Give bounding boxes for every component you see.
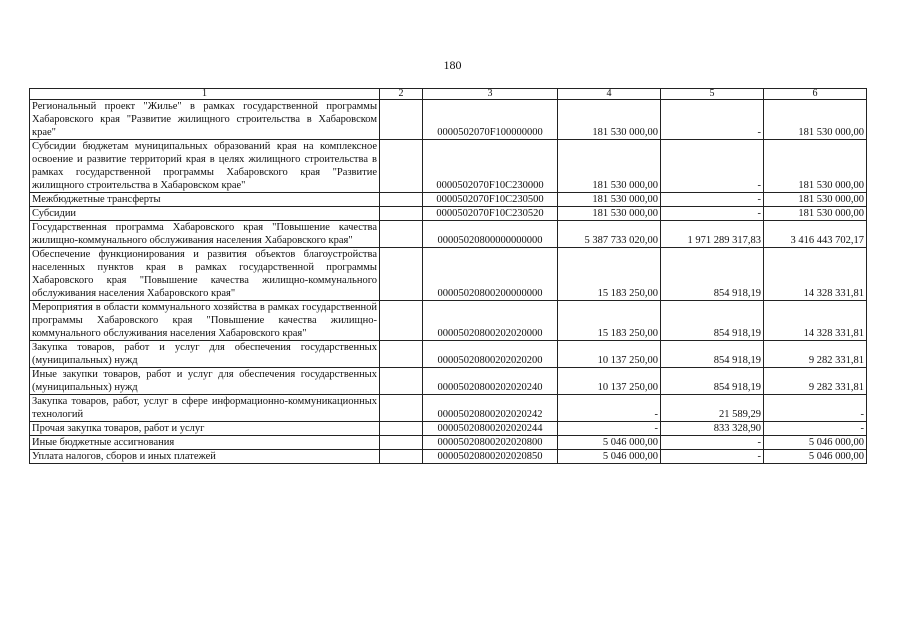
row-amount-executed-cell: 1 971 289 317,83 <box>661 221 764 248</box>
row-amount-executed-cell: 854 918,19 <box>661 341 764 368</box>
row-amount-plan-cell: 181 530 000,00 <box>558 140 661 193</box>
row-amount-plan-cell: 181 530 000,00 <box>558 193 661 207</box>
row-name-cell: Мероприятия в области коммунального хозяйства в рамках государственной программы Хабаровского края "Повышение качества жилищно-коммунального обслуживания населения Хабаровского края" <box>30 301 380 341</box>
table-row <box>30 341 867 368</box>
row-code-cell: 0000502070F100000000 <box>423 100 558 140</box>
row-amount-remaining-cell: 181 530 000,00 <box>764 100 867 140</box>
column-header: 2 <box>380 89 423 100</box>
row-amount-executed-cell: - <box>661 450 764 464</box>
page-number: 180 <box>443 58 462 72</box>
row-amount-remaining-cell: - <box>764 422 867 436</box>
row-code-cell: 00005020800200000000 <box>423 248 558 301</box>
row-name-cell: Уплата налогов, сборов и иных платежей <box>30 450 380 464</box>
row-col2-cell <box>380 140 423 193</box>
row-amount-plan-cell: - <box>558 422 661 436</box>
row-amount-plan-cell: 15 183 250,00 <box>558 301 661 341</box>
column-header: 3 <box>423 89 558 100</box>
table-row <box>30 368 867 395</box>
table-row <box>30 207 867 221</box>
row-name-cell: Закупка товаров, работ и услуг для обеспечения государственных (муниципальных) нужд <box>30 341 380 368</box>
row-amount-executed-cell: - <box>661 193 764 207</box>
row-code-cell: 00005020800000000000 <box>423 221 558 248</box>
row-name-cell: Субсидии бюджетам муниципальных образований края на комплексное освоение и развитие территорий края в целях жилищного строительства в рамках государственной программы Хабаровского края "Развитие жилищного строительства в Хабаровском крае" <box>30 140 380 193</box>
row-col2-cell <box>380 341 423 368</box>
table-row <box>30 248 867 301</box>
row-amount-executed-cell: - <box>661 436 764 450</box>
row-name-cell: Иные закупки товаров, работ и услуг для обеспечения государственных (муниципальных) нужд <box>30 368 380 395</box>
row-name-cell: Закупка товаров, работ, услуг в сфере информационно-коммуникационных технологий <box>30 395 380 422</box>
table-row <box>30 221 867 248</box>
row-name-cell: Субсидии <box>30 207 380 221</box>
row-col2-cell <box>380 368 423 395</box>
row-amount-plan-cell: 5 046 000,00 <box>558 436 661 450</box>
table-row <box>30 395 867 422</box>
row-code-cell: 0000502070F10C230500 <box>423 193 558 207</box>
row-col2-cell <box>380 100 423 140</box>
row-amount-plan-cell: 5 046 000,00 <box>558 450 661 464</box>
table-row <box>30 422 867 436</box>
row-amount-remaining-cell: 5 046 000,00 <box>764 450 867 464</box>
row-amount-executed-cell: 854 918,19 <box>661 301 764 341</box>
row-amount-executed-cell: 21 589,29 <box>661 395 764 422</box>
row-amount-remaining-cell: 14 328 331,81 <box>764 248 867 301</box>
table-row <box>30 436 867 450</box>
table-row <box>30 301 867 341</box>
column-header: 4 <box>558 89 661 100</box>
row-col2-cell <box>380 207 423 221</box>
row-code-cell: 00005020800202020200 <box>423 341 558 368</box>
row-amount-executed-cell: - <box>661 140 764 193</box>
row-code-cell: 00005020800202020240 <box>423 368 558 395</box>
row-amount-remaining-cell: 9 282 331,81 <box>764 368 867 395</box>
row-name-cell: Государственная программа Хабаровского края "Повышение качества жилищно-коммунального обслуживания населения Хабаровского края" <box>30 221 380 248</box>
row-amount-plan-cell: 5 387 733 020,00 <box>558 221 661 248</box>
row-amount-remaining-cell: 181 530 000,00 <box>764 140 867 193</box>
table-row <box>30 193 867 207</box>
row-name-cell: Прочая закупка товаров, работ и услуг <box>30 422 380 436</box>
column-header: 6 <box>764 89 867 100</box>
row-amount-remaining-cell: 181 530 000,00 <box>764 193 867 207</box>
row-amount-plan-cell: 181 530 000,00 <box>558 100 661 140</box>
row-name-cell: Межбюджетные трансферты <box>30 193 380 207</box>
table-row <box>30 140 867 193</box>
row-amount-plan-cell: - <box>558 395 661 422</box>
row-col2-cell <box>380 395 423 422</box>
column-header: 5 <box>661 89 764 100</box>
row-amount-remaining-cell: - <box>764 395 867 422</box>
row-amount-plan-cell: 181 530 000,00 <box>558 207 661 221</box>
row-col2-cell <box>380 193 423 207</box>
row-col2-cell <box>380 301 423 341</box>
row-name-cell: Обеспечение функционирования и развития объектов благоустройства населенных пунктов края в рамках государственной программы Хабаровского края "Повышение качества жилищно-коммунального обслуживания населения Хабаровского края" <box>30 248 380 301</box>
table-row <box>30 100 867 140</box>
row-col2-cell <box>380 221 423 248</box>
row-name-cell: Иные бюджетные ассигнования <box>30 436 380 450</box>
row-code-cell: 00005020800202020244 <box>423 422 558 436</box>
row-code-cell: 0000502070F10C230520 <box>423 207 558 221</box>
row-amount-remaining-cell: 14 328 331,81 <box>764 301 867 341</box>
row-code-cell: 00005020800202020800 <box>423 436 558 450</box>
row-col2-cell <box>380 422 423 436</box>
row-amount-executed-cell: 833 328,90 <box>661 422 764 436</box>
budget-table <box>29 88 867 464</box>
row-code-cell: 00005020800202020242 <box>423 395 558 422</box>
row-amount-executed-cell: - <box>661 100 764 140</box>
table-header-row <box>30 89 867 100</box>
row-amount-executed-cell: 854 918,19 <box>661 368 764 395</box>
row-amount-remaining-cell: 181 530 000,00 <box>764 207 867 221</box>
row-col2-cell <box>380 248 423 301</box>
row-amount-executed-cell: - <box>661 207 764 221</box>
row-amount-plan-cell: 10 137 250,00 <box>558 341 661 368</box>
row-amount-executed-cell: 854 918,19 <box>661 248 764 301</box>
column-header: 1 <box>30 89 380 100</box>
row-code-cell: 0000502070F10C230000 <box>423 140 558 193</box>
row-name-cell: Региональный проект "Жилье" в рамках государственной программы Хабаровского края "Развитие жилищного строительства в Хабаровском крае" <box>30 100 380 140</box>
row-code-cell: 00005020800202020850 <box>423 450 558 464</box>
row-col2-cell <box>380 436 423 450</box>
row-col2-cell <box>380 450 423 464</box>
row-code-cell: 00005020800202020000 <box>423 301 558 341</box>
row-amount-remaining-cell: 9 282 331,81 <box>764 341 867 368</box>
row-amount-plan-cell: 10 137 250,00 <box>558 368 661 395</box>
table-row <box>30 450 867 464</box>
row-amount-remaining-cell: 5 046 000,00 <box>764 436 867 450</box>
row-amount-plan-cell: 15 183 250,00 <box>558 248 661 301</box>
row-amount-remaining-cell: 3 416 443 702,17 <box>764 221 867 248</box>
